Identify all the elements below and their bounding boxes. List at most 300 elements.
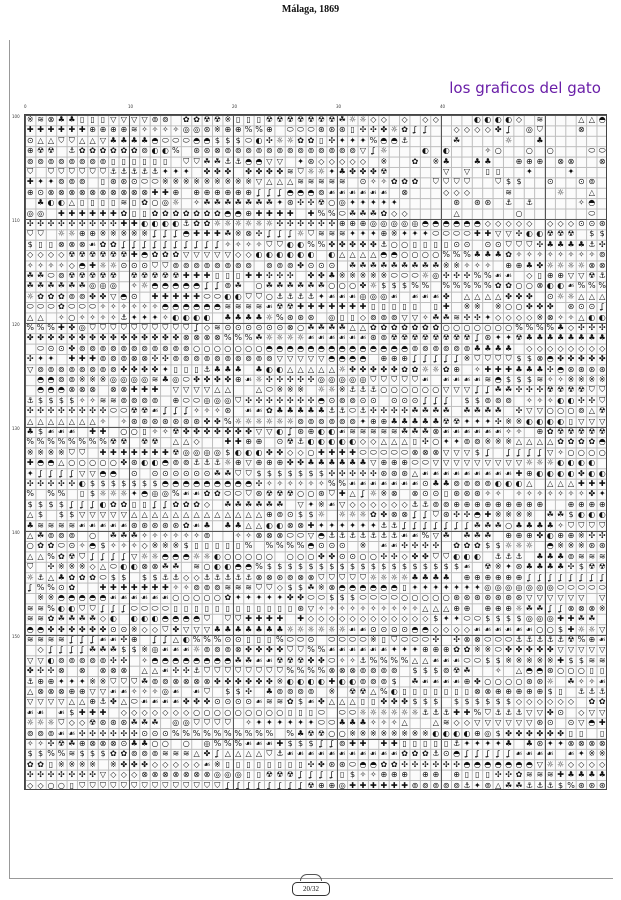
chart-cell-symbol: ☘ bbox=[494, 385, 502, 395]
chart-cell-symbol: ✿ bbox=[297, 135, 304, 145]
chart-cell-symbol: ✦ bbox=[141, 312, 148, 322]
chart-cell-symbol: ʆ bbox=[413, 354, 417, 364]
chart-cell-symbol: △ bbox=[318, 364, 325, 374]
chart-cell-symbol: ✤ bbox=[578, 468, 585, 478]
chart-cell-symbol: ♣ bbox=[245, 624, 253, 634]
chart-cell-symbol: ◇ bbox=[567, 697, 575, 707]
chart-cell-symbol: ◎ bbox=[536, 583, 544, 592]
chart-cell-symbol: ♣ bbox=[401, 416, 409, 426]
chart-cell-symbol bbox=[181, 562, 191, 572]
chart-cell-symbol: ☢ bbox=[359, 687, 367, 696]
chart-cell-symbol: ◇ bbox=[453, 187, 460, 197]
chart-cell-symbol: ✧ bbox=[162, 125, 169, 135]
chart-cell-symbol: ⊛ bbox=[598, 541, 606, 551]
chart-cell-symbol: ✦ bbox=[349, 520, 356, 530]
chart-cell-symbol: ✤ bbox=[380, 697, 388, 707]
chart-cell-symbol: ≋ bbox=[442, 718, 450, 728]
row-label: 120 bbox=[12, 322, 20, 327]
chart-cell-symbol: △ bbox=[391, 437, 398, 447]
chart-cell-symbol: ⊕ bbox=[536, 499, 544, 509]
chart-cell-symbol: ⊙ bbox=[130, 291, 138, 301]
chart-cell-symbol: ✿ bbox=[37, 291, 44, 301]
chart-cell-symbol: ♣ bbox=[557, 323, 565, 332]
chart-cell-symbol: ○ bbox=[515, 302, 523, 312]
chart-cell-symbol: ⊕ bbox=[255, 458, 263, 468]
chart-cell-symbol: ✧ bbox=[526, 489, 533, 499]
chart-cell-symbol: ⊕ bbox=[494, 687, 502, 696]
chart-cell-symbol: ✣ bbox=[370, 125, 377, 135]
chart-cell-symbol: ▽ bbox=[495, 229, 502, 239]
chart-cell-symbol: ☼ bbox=[234, 219, 242, 228]
chart-cell-symbol: $ bbox=[350, 593, 356, 603]
chart-cell-symbol: ⊕ bbox=[276, 458, 284, 468]
chart-cell-symbol: ⛉ bbox=[370, 375, 377, 384]
chart-cell-symbol: ☼ bbox=[536, 458, 544, 468]
chart-cell-symbol: ○ bbox=[536, 624, 544, 634]
chart-cell-symbol: ▯ bbox=[423, 239, 428, 249]
chart-cell-symbol: ⛉ bbox=[578, 520, 585, 530]
column-labels bbox=[24, 104, 608, 114]
chart-cell-symbol: ☘ bbox=[307, 281, 315, 291]
chart-cell-symbol: ◓ bbox=[161, 302, 169, 312]
chart-cell-symbol: ✚ bbox=[130, 219, 138, 228]
chart-cell-symbol: ◇ bbox=[432, 624, 439, 634]
chart-cell-symbol: ⚓ bbox=[120, 312, 128, 322]
chart-cell-symbol: ☙ bbox=[453, 375, 461, 384]
chart-cell-symbol: ☼ bbox=[141, 281, 149, 291]
chart-cell-symbol: $ bbox=[298, 697, 304, 707]
chart-cell-symbol: ✤ bbox=[494, 125, 502, 135]
chart-cell-symbol: ☘ bbox=[390, 260, 398, 270]
chart-cell-symbol: ◐ bbox=[57, 603, 65, 613]
chart-cell-symbol: ⊚ bbox=[349, 146, 356, 156]
chart-cell-symbol: △ bbox=[495, 780, 502, 790]
chart-cell-symbol: ◎ bbox=[525, 125, 533, 135]
chart-cell-symbol: ▯ bbox=[558, 687, 563, 696]
chart-cell-symbol: ▯ bbox=[568, 728, 574, 738]
chart-cell-symbol bbox=[87, 583, 97, 593]
chart-cell-symbol: ☘ bbox=[525, 603, 533, 613]
chart-cell-symbol: ※ bbox=[598, 749, 606, 759]
chart-cell-symbol: ♣ bbox=[536, 562, 544, 572]
chart-cell-symbol bbox=[316, 635, 326, 645]
chart-cell-symbol: $ bbox=[506, 375, 512, 384]
chart-cell-symbol: ※ bbox=[432, 156, 440, 166]
chart-cell-symbol: △ bbox=[557, 479, 564, 488]
chart-cell-symbol: ✧ bbox=[484, 260, 492, 270]
chart-cell-symbol: ʆ bbox=[600, 302, 604, 312]
chart-cell-symbol: ʆ bbox=[434, 520, 438, 530]
chart-cell-symbol: % bbox=[307, 645, 315, 655]
chart-cell-symbol: ⚓ bbox=[598, 271, 606, 280]
chart-cell-symbol: % bbox=[223, 416, 232, 426]
chart-cell-symbol bbox=[431, 188, 441, 198]
chart-cell-symbol: ☙ bbox=[151, 593, 159, 603]
chart-cell-symbol bbox=[566, 209, 576, 219]
chart-cell-symbol: ▯ bbox=[277, 603, 282, 613]
chart-cell-symbol: % bbox=[47, 603, 55, 613]
chart-cell-symbol bbox=[285, 614, 295, 624]
chart-cell-symbol: ◎ bbox=[432, 271, 440, 280]
chart-cell-symbol: ✿ bbox=[120, 749, 128, 759]
chart-cell-symbol: ⚓ bbox=[505, 551, 513, 561]
chart-cell-symbol: ♣ bbox=[317, 406, 325, 416]
chart-cell-symbol: $ bbox=[277, 468, 283, 478]
chart-cell-symbol: $ bbox=[69, 707, 75, 717]
chart-cell-symbol: ✿ bbox=[110, 749, 117, 759]
chart-cell-symbol: ≋ bbox=[245, 583, 252, 592]
chart-cell-symbol bbox=[77, 427, 87, 437]
chart-cell-symbol: ☘ bbox=[401, 260, 409, 270]
chart-cell-symbol: ○ bbox=[234, 343, 242, 353]
chart-cell-symbol: ʆ bbox=[164, 229, 167, 239]
chart-cell-symbol: ☙ bbox=[328, 333, 336, 343]
chart-cell-symbol: ◇ bbox=[443, 187, 450, 197]
chart-cell-symbol: ◎ bbox=[182, 447, 190, 457]
chart-cell-symbol: ⊕ bbox=[526, 468, 533, 478]
chart-cell-symbol bbox=[389, 188, 399, 198]
chart-cell-symbol: ✤ bbox=[390, 697, 398, 707]
chart-cell-symbol: ⊚ bbox=[37, 156, 44, 166]
chart-cell-symbol: ◓ bbox=[328, 354, 336, 364]
chart-cell-symbol: ⛉ bbox=[287, 645, 294, 655]
column-label: 10 bbox=[128, 104, 134, 109]
chart-cell-symbol: $ bbox=[235, 687, 241, 696]
chart-cell-symbol: ⊚ bbox=[297, 416, 304, 426]
chart-cell-symbol: ✤ bbox=[286, 593, 294, 603]
chart-cell-symbol: ✣ bbox=[370, 468, 377, 478]
chart-cell-symbol: ✧ bbox=[193, 406, 200, 416]
chart-cell-symbol: ʆ bbox=[413, 510, 417, 520]
chart-cell-symbol: % bbox=[234, 728, 242, 738]
chart-cell-symbol: ⊗ bbox=[68, 385, 76, 395]
chart-cell-symbol: ※ bbox=[37, 447, 44, 457]
chart-cell-symbol: ☼ bbox=[557, 291, 565, 301]
chart-cell-symbol: ☙ bbox=[328, 645, 336, 655]
chart-cell-symbol: ⊚ bbox=[588, 177, 596, 187]
chart-cell-symbol: ⬭ bbox=[172, 135, 180, 145]
chart-cell-symbol: ◐ bbox=[109, 614, 117, 624]
chart-cell-symbol: ✧ bbox=[224, 239, 232, 249]
chart-cell-symbol bbox=[514, 344, 524, 354]
chart-cell-symbol: ⛉ bbox=[193, 156, 200, 166]
chart-cell-symbol bbox=[545, 115, 555, 125]
chart-cell-symbol bbox=[25, 375, 35, 385]
chart-cell-symbol: ✤ bbox=[297, 593, 304, 603]
chart-cell-symbol: ⊚ bbox=[203, 531, 211, 540]
chart-cell-symbol bbox=[535, 292, 545, 302]
chart-cell-symbol: ⛉ bbox=[453, 177, 460, 187]
chart-cell-symbol: ▽ bbox=[599, 707, 606, 717]
chart-cell-symbol: ▯ bbox=[298, 759, 303, 769]
chart-cell-symbol: ʆ bbox=[205, 239, 209, 249]
chart-cell-symbol: ◓ bbox=[99, 593, 107, 603]
chart-cell-symbol: ☘ bbox=[432, 260, 440, 270]
chart-cell-symbol: $ bbox=[79, 749, 85, 759]
chart-cell-symbol: △ bbox=[99, 562, 107, 572]
chart-cell-symbol: ʆ bbox=[80, 499, 84, 509]
chart-cell-symbol: ▯ bbox=[579, 728, 584, 738]
chart-cell-symbol: ◓ bbox=[255, 156, 263, 166]
chart-cell-symbol: ʆ bbox=[548, 572, 552, 582]
chart-cell-symbol: ✣ bbox=[276, 375, 284, 384]
chart-cell-symbol bbox=[451, 531, 461, 541]
chart-cell-symbol: ⬭ bbox=[557, 583, 564, 592]
chart-cell-symbol: ⊙ bbox=[130, 177, 138, 187]
chart-cell-symbol: ⊗ bbox=[390, 510, 398, 520]
chart-cell-symbol: ✧ bbox=[338, 655, 346, 665]
chart-cell-symbol: ○ bbox=[193, 343, 201, 353]
chart-cell-symbol: ⬭ bbox=[494, 635, 502, 644]
chart-cell-symbol: ☢ bbox=[109, 437, 117, 447]
chart-cell-symbol: ▯ bbox=[235, 759, 241, 769]
chart-cell-symbol: ✿ bbox=[401, 749, 408, 759]
chart-cell-symbol: ✤ bbox=[47, 333, 55, 343]
chart-cell-symbol: ☙ bbox=[473, 624, 481, 634]
chart-cell-symbol: ʆ bbox=[195, 323, 198, 332]
chart-cell-symbol: ◐ bbox=[286, 250, 294, 260]
chart-cell-symbol: ▽ bbox=[453, 458, 460, 468]
chart-cell-symbol: ⊛ bbox=[318, 125, 325, 135]
chart-cell-symbol: ☙ bbox=[567, 281, 575, 291]
chart-cell-symbol: ✿ bbox=[193, 208, 200, 218]
chart-cell-symbol bbox=[431, 198, 441, 208]
chart-cell-symbol: ✚ bbox=[318, 447, 325, 457]
chart-cell-symbol: ✿ bbox=[182, 499, 190, 509]
chart-cell-symbol bbox=[46, 708, 56, 718]
chart-cell-symbol: ☘ bbox=[338, 115, 346, 124]
chart-cell-symbol: ※ bbox=[130, 229, 138, 239]
chart-cell-symbol: ⬭ bbox=[141, 603, 148, 613]
chart-cell-symbol bbox=[566, 708, 576, 718]
chart-cell-symbol: ※ bbox=[141, 229, 148, 239]
chart-cell-symbol: ⊚ bbox=[432, 499, 440, 509]
chart-cell-symbol: ✚ bbox=[130, 447, 138, 457]
chart-cell-symbol bbox=[451, 115, 461, 125]
chart-cell-symbol: ✣ bbox=[26, 770, 34, 780]
chart-cell-symbol: % bbox=[327, 479, 336, 488]
chart-cell-symbol: ♣ bbox=[224, 624, 232, 634]
chart-cell-symbol: ✣ bbox=[401, 759, 408, 769]
chart-cell-symbol: ✦ bbox=[349, 198, 356, 208]
chart-cell-symbol: ✤ bbox=[380, 364, 388, 374]
chart-cell-symbol: ◓ bbox=[172, 551, 180, 561]
chart-cell-symbol: ⊚ bbox=[78, 655, 86, 665]
chart-cell-symbol: ⊛ bbox=[151, 520, 159, 530]
chart-cell-symbol: ※ bbox=[234, 177, 242, 187]
chart-cell-symbol: ⊛ bbox=[193, 416, 200, 426]
chart-cell-symbol: △ bbox=[287, 177, 294, 187]
chart-cell-symbol: ✦ bbox=[276, 718, 284, 728]
chart-cell-symbol: ⛉ bbox=[235, 395, 242, 405]
chart-cell-symbol: △ bbox=[37, 312, 44, 322]
chart-cell-symbol: ʆ bbox=[174, 406, 178, 416]
chart-cell-symbol: ⊛ bbox=[588, 780, 596, 790]
chart-cell-symbol: ✦ bbox=[380, 198, 388, 208]
chart-cell-symbol: ♣ bbox=[57, 572, 65, 582]
chart-cell-symbol: ◐ bbox=[494, 115, 502, 124]
chart-cell-symbol: % bbox=[36, 583, 45, 592]
chart-cell-symbol: % bbox=[338, 479, 346, 488]
chart-cell-symbol: ⊚ bbox=[37, 728, 44, 738]
chart-cell-symbol: ⊚ bbox=[193, 583, 200, 592]
chart-cell-symbol: ʆ bbox=[164, 635, 167, 644]
chart-cell-symbol: % bbox=[26, 489, 34, 499]
chart-cell-symbol bbox=[535, 146, 545, 156]
chart-cell-symbol: ⬭ bbox=[567, 583, 575, 592]
chart-cell-symbol: ✧ bbox=[172, 531, 180, 540]
chart-cell-symbol: ○ bbox=[234, 707, 242, 717]
chart-cell-symbol: ⊚ bbox=[110, 343, 117, 353]
chart-cell-symbol: ○ bbox=[401, 593, 409, 603]
chart-cell-symbol: ☼ bbox=[26, 718, 34, 728]
chart-cell-symbol: ※ bbox=[505, 437, 512, 447]
chart-cell-symbol bbox=[524, 136, 534, 146]
chart-cell-symbol: ⛉ bbox=[391, 635, 398, 644]
chart-cell-symbol: ◐ bbox=[494, 479, 502, 488]
chart-cell-symbol: ◓ bbox=[380, 250, 388, 260]
chart-cell-symbol: ⊗ bbox=[151, 770, 159, 780]
chart-cell-symbol: ✚ bbox=[349, 447, 356, 457]
chart-cell-symbol: ◎ bbox=[161, 687, 169, 696]
chart-cell-symbol: ☘ bbox=[130, 718, 138, 728]
chart-cell-symbol: ✤ bbox=[120, 759, 128, 769]
chart-cell-symbol: ⊚ bbox=[68, 375, 76, 384]
chart-cell-symbol bbox=[493, 198, 503, 208]
chart-cell-symbol: ♣ bbox=[505, 739, 513, 748]
chart-cell-symbol: △ bbox=[255, 749, 263, 759]
chart-cell-symbol: ✤ bbox=[68, 333, 76, 343]
chart-cell-symbol: $ bbox=[516, 354, 522, 364]
chart-cell-symbol: ▯ bbox=[485, 167, 490, 176]
chart-cell-symbol: ⛉ bbox=[307, 229, 314, 239]
chart-cell-symbol bbox=[472, 146, 482, 156]
chart-cell-symbol: ⊕ bbox=[453, 603, 460, 613]
chart-cell-symbol: ✧ bbox=[255, 239, 263, 249]
chart-cell-symbol: ✧ bbox=[266, 479, 273, 488]
chart-cell-symbol: ⊛ bbox=[182, 416, 190, 426]
chart-cell-symbol: ☘ bbox=[317, 323, 325, 332]
chart-cell-symbol: ※ bbox=[58, 759, 65, 769]
chart-cell-symbol: ✤ bbox=[203, 375, 211, 384]
chart-cell-symbol: ✦ bbox=[297, 156, 304, 166]
chart-cell-symbol bbox=[410, 115, 420, 125]
chart-cell-symbol: ✦ bbox=[370, 229, 377, 239]
chart-cell-symbol: ☢ bbox=[557, 229, 565, 239]
chart-cell-symbol: ▯ bbox=[235, 271, 241, 280]
chart-cell-symbol: ⊚ bbox=[380, 312, 388, 322]
chart-cell-symbol: ✤ bbox=[182, 427, 190, 436]
chart-cell-symbol: ◇ bbox=[401, 551, 408, 561]
chart-cell-symbol: ✧ bbox=[474, 364, 481, 374]
chart-cell-symbol: △ bbox=[68, 416, 75, 426]
chart-cell-symbol: ◇ bbox=[359, 312, 367, 322]
chart-cell-symbol: △ bbox=[339, 250, 346, 260]
chart-cell-symbol: ⊙ bbox=[68, 541, 76, 551]
chart-cell-symbol: ◓ bbox=[349, 583, 357, 592]
chart-cell-symbol: ✚ bbox=[255, 208, 263, 218]
chart-cell-symbol bbox=[566, 177, 576, 187]
chart-cell-symbol: ⊚ bbox=[193, 260, 200, 270]
chart-cell-symbol: ▯ bbox=[173, 364, 178, 374]
chart-cell-symbol: ʆ bbox=[112, 603, 115, 613]
chart-cell-symbol: ※ bbox=[598, 603, 606, 613]
chart-cell-symbol: ✤ bbox=[58, 333, 65, 343]
chart-cell-symbol: ◇ bbox=[505, 312, 512, 322]
chart-cell-symbol: $ bbox=[298, 468, 304, 478]
chart-cell-symbol: $ bbox=[27, 239, 33, 249]
chart-cell-symbol: ✚ bbox=[359, 780, 367, 790]
chart-cell-symbol: ⛉ bbox=[214, 780, 221, 790]
chart-cell-symbol: ♣ bbox=[546, 239, 554, 249]
chart-cell-symbol: ✿ bbox=[411, 364, 419, 374]
chart-cell-symbol: ⊚ bbox=[297, 687, 304, 696]
chart-cell-symbol: ʆ bbox=[184, 239, 188, 249]
chart-cell-symbol: ※ bbox=[494, 437, 502, 447]
row-label: 140 bbox=[12, 530, 20, 535]
chart-cell-symbol: ○ bbox=[265, 291, 273, 301]
chart-cell-symbol: ✤ bbox=[245, 167, 252, 176]
chart-cell-symbol: ⊛ bbox=[453, 593, 460, 603]
chart-cell-symbol: ⬭ bbox=[161, 135, 169, 145]
chart-cell-symbol: ʆ bbox=[174, 229, 178, 239]
chart-cell-symbol: ✤ bbox=[193, 427, 200, 436]
chart-cell-symbol: ⚓ bbox=[182, 219, 190, 228]
chart-cell-symbol: ○ bbox=[577, 447, 585, 457]
chart-cell-symbol: ✦ bbox=[349, 229, 356, 239]
chart-cell-symbol: ☘ bbox=[203, 156, 211, 166]
chart-cell-symbol: ○ bbox=[151, 198, 159, 208]
chart-cell-symbol: ◇ bbox=[370, 115, 377, 124]
chart-cell-symbol: ☙ bbox=[421, 375, 429, 384]
chart-cell-symbol bbox=[545, 209, 555, 219]
chart-cell-symbol: ⚓ bbox=[577, 687, 585, 696]
chart-cell-symbol: ◇ bbox=[432, 115, 439, 124]
chart-cell-symbol: $ bbox=[433, 666, 439, 676]
chart-cell-symbol: ⊙ bbox=[120, 739, 128, 748]
chart-cell-symbol bbox=[524, 177, 534, 187]
chart-cell-symbol: ⊙ bbox=[578, 302, 585, 312]
chart-cell-symbol: $ bbox=[287, 583, 293, 592]
chart-cell-symbol: ✧ bbox=[110, 302, 117, 312]
chart-cell-symbol: ☢ bbox=[390, 333, 398, 343]
chart-cell-symbol: ⚓ bbox=[505, 198, 513, 208]
chart-cell-symbol: ○ bbox=[390, 385, 398, 395]
chart-cell-symbol: ◇ bbox=[515, 312, 523, 322]
chart-cell-symbol: ⛉ bbox=[255, 291, 262, 301]
chart-cell-symbol: ◓ bbox=[182, 551, 190, 561]
chart-cell-symbol: ⚓ bbox=[99, 697, 107, 707]
chart-cell-symbol: ◐ bbox=[349, 676, 357, 686]
chart-cell-symbol: $ bbox=[402, 562, 408, 572]
chart-cell-symbol: ◇ bbox=[276, 583, 283, 592]
chart-cell-symbol: ✤ bbox=[370, 364, 377, 374]
chart-cell-symbol: ⊕ bbox=[234, 125, 242, 135]
chart-cell-symbol: ⛉ bbox=[484, 354, 491, 364]
chart-cell-symbol: ✚ bbox=[110, 208, 117, 218]
chart-cell-symbol bbox=[597, 458, 607, 468]
chart-cell-symbol: ▽ bbox=[120, 115, 127, 124]
chart-cell-symbol bbox=[368, 739, 378, 749]
chart-cell-symbol: ⊛ bbox=[536, 676, 544, 686]
chart-cell-symbol bbox=[87, 177, 97, 187]
chart-cell-symbol: ⊕ bbox=[99, 125, 107, 135]
chart-cell-symbol: ✚ bbox=[567, 614, 575, 624]
chart-cell-symbol: ◎ bbox=[525, 614, 533, 624]
chart-cell-symbol: ◐ bbox=[297, 250, 305, 260]
chart-cell-symbol bbox=[514, 136, 524, 146]
chart-cell-symbol: ✿ bbox=[99, 146, 107, 156]
